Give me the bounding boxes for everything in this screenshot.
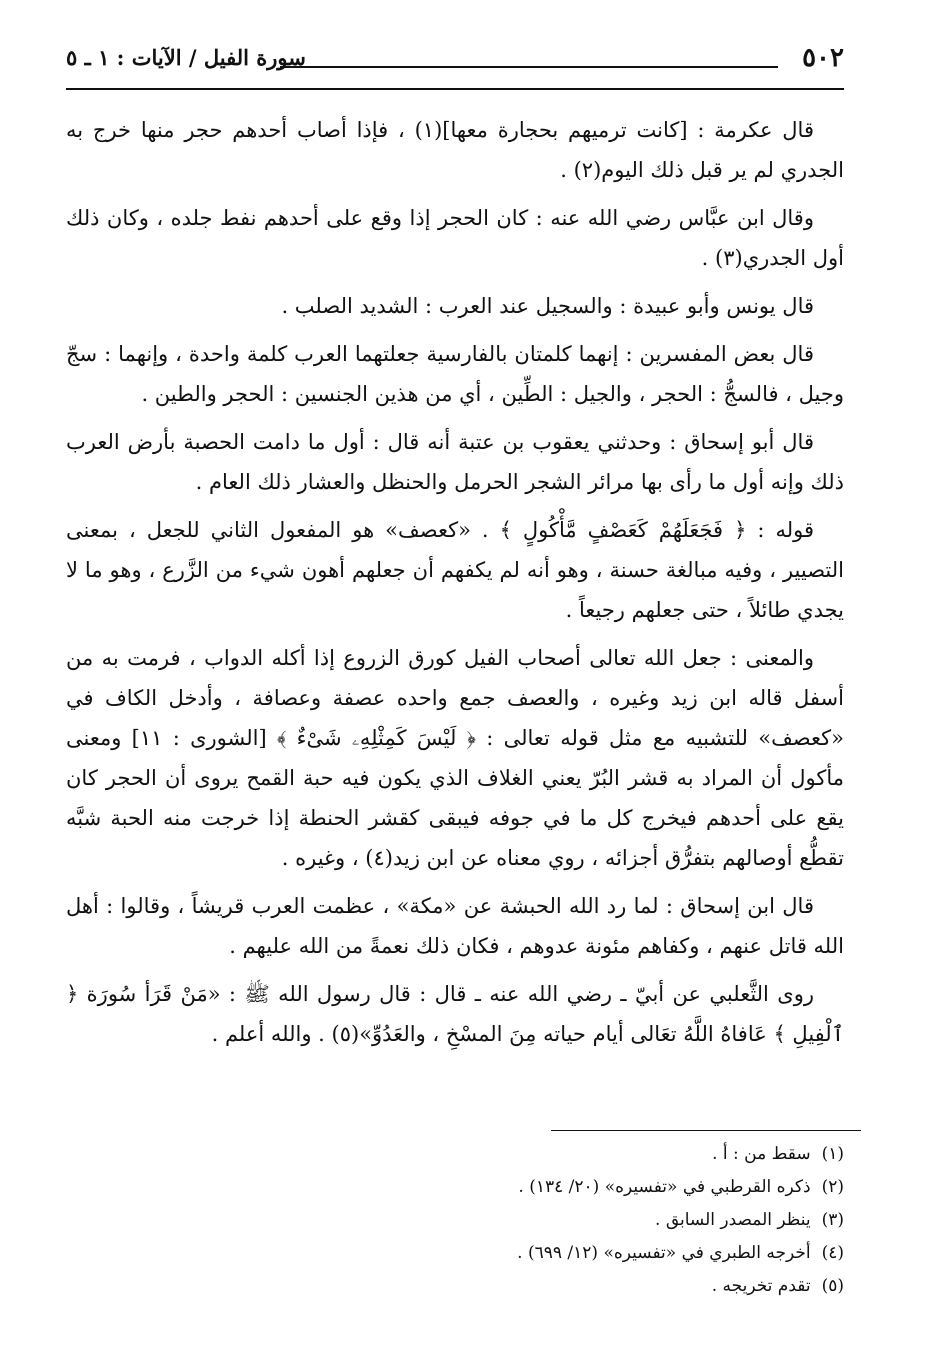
footnote-item <box>66 1270 844 1303</box>
running-head: سورة الفيل / الآيات : ١ ـ ٥ <box>66 45 306 70</box>
main-text <box>66 110 844 1062</box>
footnote-number: (٥) <box>821 1276 844 1296</box>
page-number: ٥٠٢ <box>802 43 844 73</box>
footnote-text: تقدم تخريجه . <box>711 1276 811 1296</box>
footnote-text: سقط من : أ . <box>712 1144 811 1164</box>
footnote-item <box>66 1204 844 1237</box>
paragraph-al-mana: والمعنى : جعل الله تعالى أصحاب الفيل كورق الزروع إذا أكله الدواب ، فرمت به من أسفل قاله ابن زيد وغيره ، والعصف جمع واحده عصفة وعصافة ، وأدخل الكاف في «كعصف» للتشبيه مع مثل قوله تعالى : ﴿ لَيْسَ كَمِثْلِهِۦ شَىْءٌ ﴾ [الشورى : ١١] ومعنى مأكول أن المراد به قشر البُرّ يعني الغلاف الذي يكون فيه حبة القمح يروى أن الحجر كان يقع على أحدهم فيخرج كل ما في جوفه فيبقى كقشر الحنطة إذا خرجت منه الحبة شبَّه تقطُّع أوصالهم بتفرُّق أجزائه ، روي معناه عن ابن زيد(٤) ، وغيره . <box>66 646 844 870</box>
paragraph-mufassirin: قال بعض المفسرين : إنهما كلمتان بالفارسية جعلتهما العرب كلمة واحدة ، وإنهما : سجّ وجيل ، فالسجُّ : الحجر ، والجيل : الطِّين ، أي من هذين الجنسين : الحجر والطين . <box>66 342 844 406</box>
footnote-text: أخرجه الطبري في «تفسيره» (١٢/ ٦٩٩) . <box>517 1243 811 1263</box>
footnote-number: (١) <box>821 1144 844 1164</box>
footnote-separator <box>551 1130 861 1131</box>
footnote-text: ذكره القرطبي في «تفسيره» (٢٠/ ١٣٤) . <box>518 1177 811 1197</box>
paragraph-thalabi: روى الثَّعلبي عن أبيّ ـ رضي الله عنه ـ قال : قال رسول الله ﷺ : «مَنْ قَرَأ سُورَة ﴿ ٱلْفِيلِ ﴾ عَافاهُ اللَّهُ تعَالى أيام حياته مِنَ المسْخِ ، والعَدُوِّ»(٥) . والله أعلم . <box>66 982 844 1046</box>
footnote-item <box>66 1237 844 1270</box>
footnote-number: (٢) <box>821 1177 844 1197</box>
paragraph-ibn-abbas: وقال ابن عبَّاس رضي الله عنه : كان الحجر إذا وقع على أحدهم نفط جلده ، وكان ذلك أول الجدري(٣) . <box>66 206 844 270</box>
paragraph-ikrima: قال عكرمة : [كانت ترميهم بحجارة معها](١) ، فإذا أصاب أحدهم حجر منها خرج به الجدري لم ير قبل ذلك اليوم(٢) . <box>66 118 844 182</box>
paragraph-abu-ishaq: قال أبو إسحاق : وحدثني يعقوب بن عتبة أنه قال : أول ما دامت الحصبة بأرض العرب ذلك وإنه أول ما رأى بها مرائر الشجر الحرمل والحنظل والعشار ذلك العام . <box>66 430 844 494</box>
footnotes <box>66 1138 844 1303</box>
footnote-number: (٣) <box>821 1210 844 1230</box>
header-rule <box>66 88 844 90</box>
footnote-item <box>66 1138 844 1171</box>
header-dash-line <box>280 66 778 68</box>
footnote-text: ينظر المصدر السابق . <box>655 1210 811 1230</box>
paragraph-yunus: قال يونس وأبو عبيدة : والسجيل عند العرب : الشديد الصلب . <box>281 294 814 318</box>
footnote-item <box>66 1171 844 1204</box>
footnote-number: (٤) <box>821 1243 844 1263</box>
paragraph-ibn-ishaq: قال ابن إسحاق : لما رد الله الحبشة عن «مكة» ، عظمت العرب قريشاً ، وقالوا : أهل الله قاتل عنهم ، وكفاهم مئونة عدوهم ، فكان ذلك نعمةً من الله عليهم . <box>66 894 844 958</box>
paragraph-qawluhu: قوله : ﴿ فَجَعَلَهُمْ كَعَصْفٍ مَّأْكُولٍ ﴾ . «كعصف» هو المفعول الثاني للجعل ، بمعنى التصيير ، وفيه مبالغة حسنة ، وهو أنه لم يكفهم أن جعلهم أهون شيء من الزَّرع ، وهو ما لا يجدي طائلاً ، حتى جعلهم رجيعاً . <box>66 518 844 622</box>
page-header <box>66 38 844 82</box>
